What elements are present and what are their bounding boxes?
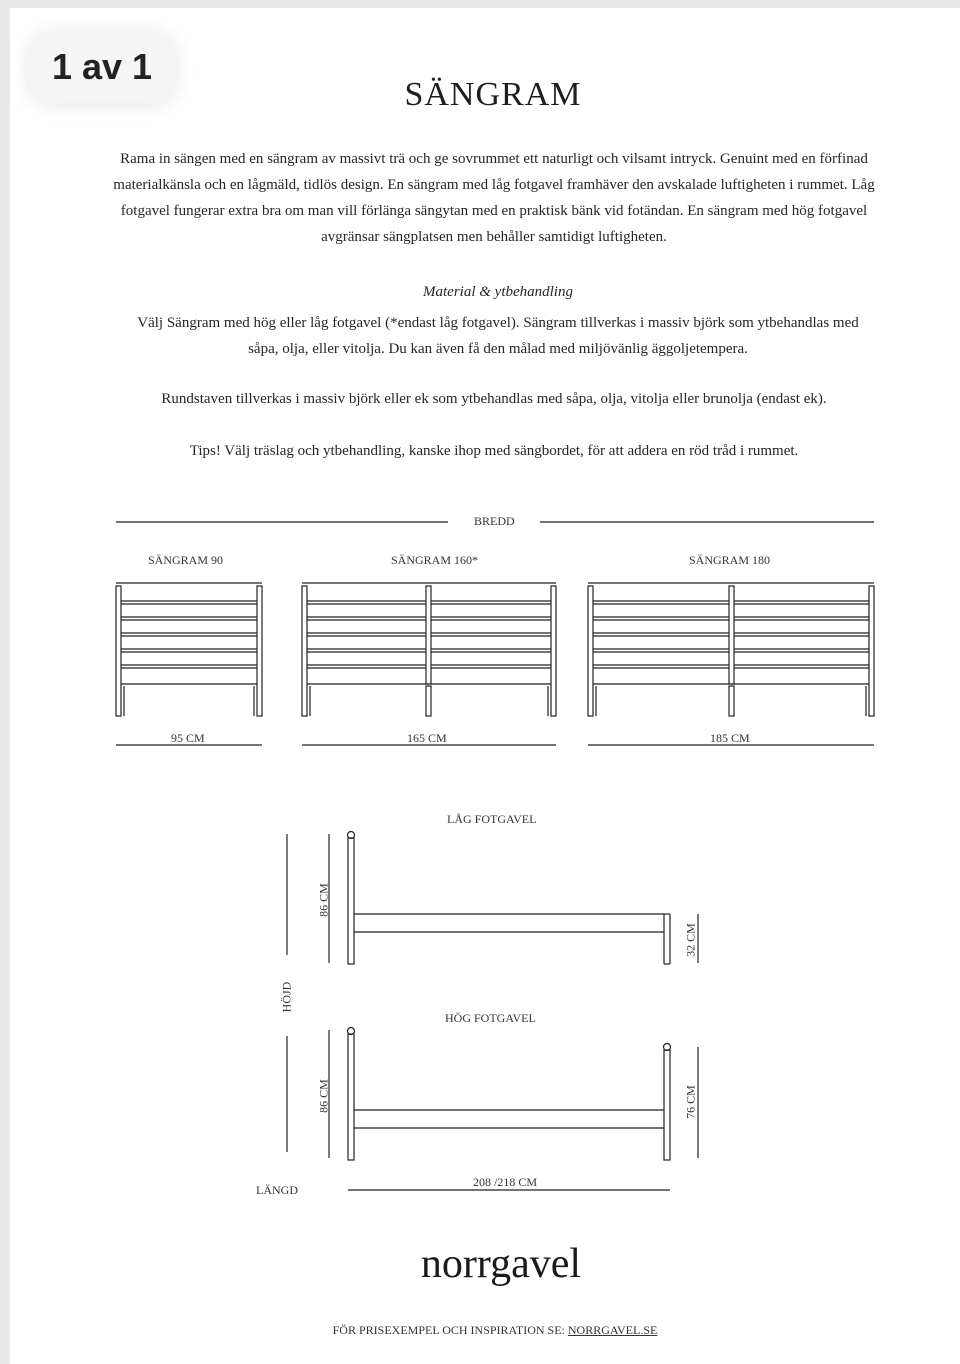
intro-paragraph: Rama in sängen med en sängram av massivt trä och ge sovrummet ett naturligt och vilsamt intryck. Genuint med en förfinad materialkänsla och en lågmäld, tidlös design. En sängram med låg fotgavel framhäver den avskalade luftigheten i rummet. Låg fotgavel fungerar extra bra om man vill förlänga sängytan med en praktisk bänk vid fotändan. En sängram med hög fotgavel avgränsar sängplatsen men behåller samtidigt luftigheten. — [113, 151, 875, 245]
bed-90-name: SÄNGRAM 90 — [148, 553, 224, 567]
tips-paragraph: Tips! Välj träslag och ytbehandling, kanske ihop med sängbordet, för att addera en röd tråd i rummet. — [189, 443, 799, 459]
length-value: 208 /218 CM — [473, 1175, 538, 1189]
bed-180-front-drawing — [588, 583, 874, 716]
high-footboard-side-drawing — [329, 1028, 698, 1161]
high-foot-height: 76 CM — [683, 1085, 698, 1119]
low-head-height: 86 CM — [316, 883, 331, 917]
low-footboard-side-drawing — [329, 832, 698, 965]
page-indicator: 1 av 1 — [28, 31, 176, 103]
bed-160-width: 165 CM — [407, 731, 447, 745]
low-foot-height: 32 CM — [683, 923, 698, 957]
rundstav-paragraph: Rundstaven tillverkas i massiv björk eller ek som ytbehandlas med såpa, olja, vitolja eller brunolja (endast ek). — [161, 391, 827, 407]
bed-160-front-drawing — [302, 583, 556, 716]
bed-160-name: SÄNGRAM 160* — [391, 553, 479, 567]
material-heading: Material & ytbehandling — [423, 284, 573, 300]
material-paragraph: Välj Sängram med hög eller låg fotgavel (*endast låg fotgavel). Sängram tillverkas i massiv björk som ytbehandlas med såpa, olja, eller vitolja. Du kan även få den målad med miljövänlig äggoljetempera. — [137, 315, 859, 357]
high-footboard-label: HÖG FOTGAVEL — [445, 1011, 536, 1025]
bed-90-front-drawing — [116, 583, 262, 716]
high-head-height: 86 CM — [316, 1079, 331, 1113]
page-title: SÄNGRAM — [404, 76, 582, 113]
length-label: LÄNGD — [256, 1183, 298, 1197]
footer — [0, 1323, 960, 1338]
height-label: HÖJD — [279, 981, 294, 1013]
width-label: BREDD — [474, 514, 515, 528]
bed-180-name: SÄNGRAM 180 — [689, 553, 771, 567]
footer-link[interactable]: NORRGAVEL.SE — [567, 1323, 658, 1337]
bed-180-width: 185 CM — [710, 731, 750, 745]
footer-text: FÖR PRISEXEMPEL OCH INSPIRATION SE: — [332, 1323, 565, 1337]
norrgavel-logo: norrgavel — [420, 1241, 582, 1287]
bed-90-width: 95 CM — [171, 731, 205, 745]
low-footboard-label: LÅG FOTGAVEL — [447, 812, 537, 826]
